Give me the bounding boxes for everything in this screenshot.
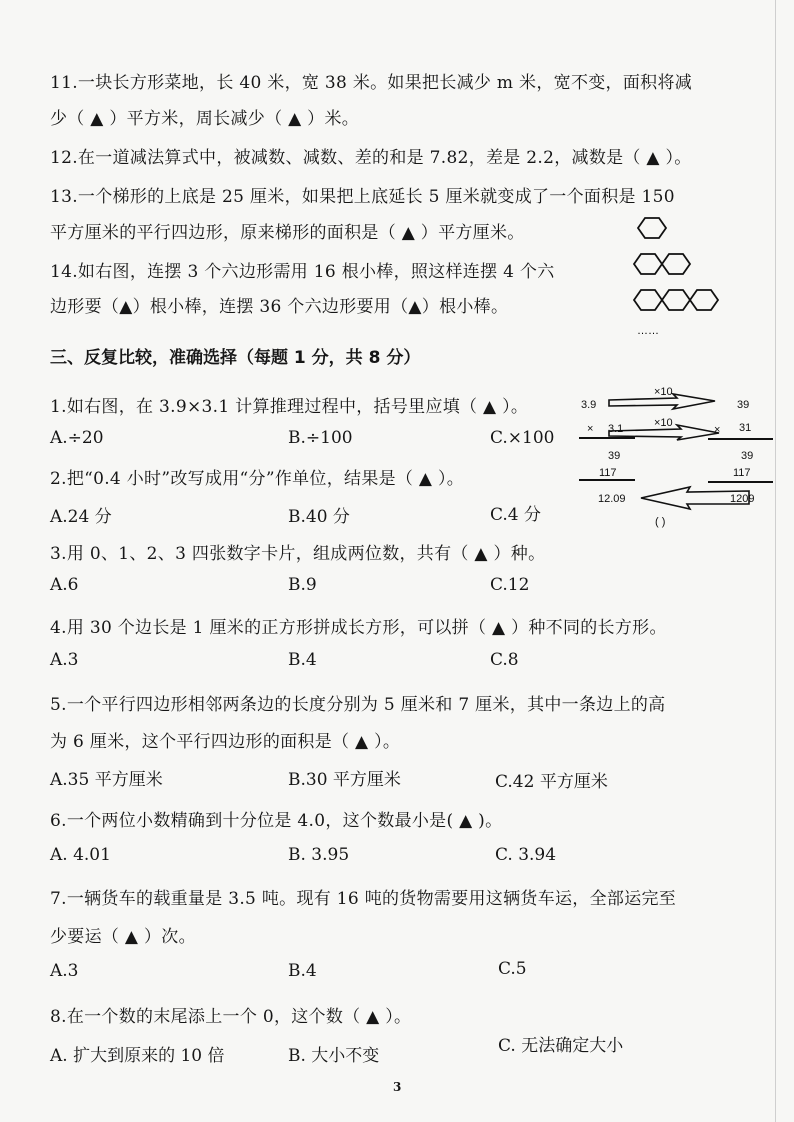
fig-mult-left-x: × — [587, 423, 594, 435]
page-edge — [775, 0, 776, 1122]
fig-mult-right: 31 — [739, 422, 752, 434]
fig-mult-right-x: × — [714, 424, 721, 436]
c7-line1: 7.一辆货车的载重量是 3.5 吨。现有 16 吨的货物需要用这辆货车运，全部运完至 — [50, 889, 677, 909]
fig-right-39: 39 — [741, 450, 754, 462]
c2-option-b: B.40 分 — [288, 507, 350, 527]
c5-option-c: C.42 平方厘米 — [495, 772, 608, 792]
c1-option-b: B.÷100 — [288, 428, 353, 448]
c1-option-a: A.÷20 — [50, 428, 104, 448]
fig-top-left: 3.9 — [581, 399, 597, 411]
page-number: 3 — [393, 1080, 402, 1094]
q14-line2: 边形要（▲）根小棒，连摆 36 个六边形要用（▲）根小棒。 — [50, 297, 509, 317]
hexagon-row3-2 — [662, 290, 690, 310]
c5-line1: 5.一个平行四边形相邻两条边的长度分别为 5 厘米和 7 厘米，其中一条边上的高 — [50, 695, 666, 715]
c2-option-c: C.4 分 — [490, 505, 542, 525]
c8-option-b: B. 大小不变 — [288, 1046, 380, 1066]
c6-stem: 6.一个两位小数精确到十分位是 4.0，这个数最小是( ▲ )。 — [50, 811, 503, 831]
fig-arrow1-label: ×10 — [654, 386, 673, 398]
hexagon-dots: …… — [637, 325, 659, 337]
c7-option-b: B.4 — [288, 961, 317, 981]
c1-option-c: C.×100 — [490, 428, 555, 448]
fig-left-39: 39 — [608, 450, 621, 462]
fig-left-117: 117 — [599, 467, 617, 479]
fig-right-result: 1209 — [730, 493, 755, 505]
c3-option-a: A.6 — [50, 575, 79, 595]
calc-figure — [575, 386, 780, 534]
c6-option-b: B. 3.95 — [288, 845, 350, 865]
q14-line1: 14.如右图，连摆 3 个六边形需用 16 根小棒，照这样连摆 4 个六 — [50, 262, 555, 282]
c4-option-a: A.3 — [50, 650, 79, 670]
q11-line1: 11.一块长方形菜地，长 40 米，宽 38 米。如果把长减少 m 米，宽不变，面积将减 — [50, 73, 693, 93]
c4-stem: 4.用 30 个边长是 1 厘米的正方形拼成长方形，可以拼（ ▲ ）种不同的长方形。 — [50, 618, 667, 638]
fig-left-result: 12.09 — [598, 493, 626, 505]
q12-line1: 12.在一道减法算式中，被减数、减数、差的和是 7.82，差是 2.2，减数是（ ▲ ）。 — [50, 148, 692, 168]
fig-arrow2-label: ×10 — [654, 417, 673, 429]
hexagon-row3-3 — [690, 290, 718, 310]
fig-blank: ( ) — [655, 516, 666, 528]
c7-option-a: A.3 — [50, 961, 79, 981]
c8-option-a: A. 扩大到原来的 10 倍 — [50, 1046, 225, 1066]
c6-option-a: A. 4.01 — [50, 845, 111, 865]
c3-option-c: C.12 — [490, 575, 530, 595]
hexagon-row2-1 — [634, 254, 662, 274]
c8-stem: 8.在一个数的末尾添上一个 0，这个数（ ▲ ）。 — [50, 1007, 412, 1027]
q13-line2: 平方厘米的平行四边形，原来梯形的面积是（ ▲ ）平方厘米。 — [50, 223, 525, 243]
c2-stem: 2.把“0.4 小时”改写成用“分”作单位，结果是（ ▲ ）。 — [50, 469, 465, 489]
c5-option-a: A.35 平方厘米 — [50, 770, 163, 790]
c3-option-b: B.9 — [288, 575, 317, 595]
c7-option-c: C.5 — [498, 959, 527, 979]
c4-option-b: B.4 — [288, 650, 317, 670]
hexagon-row2-2 — [662, 254, 690, 274]
fig-mult-left: 3.1 — [608, 423, 624, 435]
section-3-title: 三、反复比较，准确选择（每题 1 分，共 8 分） — [50, 348, 421, 368]
c3-stem: 3.用 0、1、2、3 四张数字卡片，组成两位数，共有（ ▲ ）种。 — [50, 544, 546, 564]
fig-right-117: 117 — [733, 467, 751, 479]
q13-line1: 13.一个梯形的上底是 25 厘米，如果把上底延长 5 厘米就变成了一个面积是 150 — [50, 187, 675, 207]
c1-stem: 1.如右图，在 3.9×3.1 计算推理过程中，括号里应填（ ▲ ）。 — [50, 397, 529, 417]
hexagon-figure — [625, 212, 740, 342]
hexagon-row1-1 — [638, 218, 666, 238]
fig-top-right: 39 — [737, 399, 750, 411]
c5-line2: 为 6 厘米，这个平行四边形的面积是（ ▲ ）。 — [50, 732, 401, 752]
c6-option-c: C. 3.94 — [495, 845, 557, 865]
hexagon-row3-1 — [634, 290, 662, 310]
c5-option-b: B.30 平方厘米 — [288, 770, 401, 790]
c2-option-a: A.24 分 — [50, 507, 112, 527]
c8-option-c: C. 无法确定大小 — [498, 1036, 624, 1056]
c4-option-c: C.8 — [490, 650, 519, 670]
q11-line2: 少（ ▲ ）平方米，周长减少（ ▲ ）米。 — [50, 109, 360, 129]
c7-line2: 少要运（ ▲ ）次。 — [50, 927, 196, 947]
